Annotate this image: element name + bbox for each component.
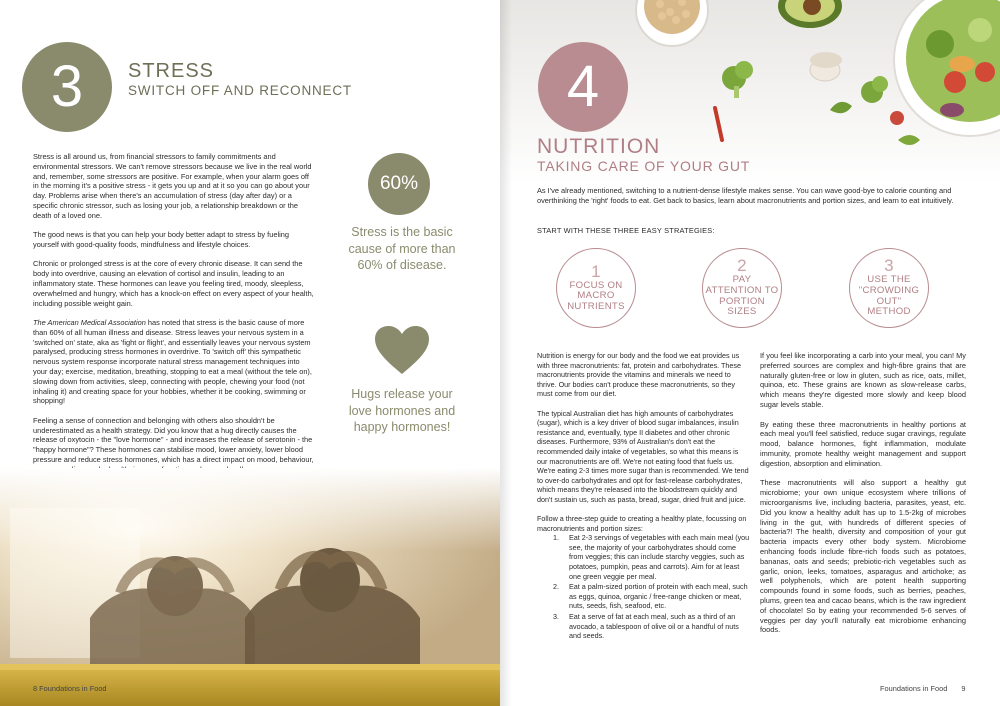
paragraph: Chronic or prolonged stress is at the core of every chronic disease. It can send the body into overdrive, causing an elevation of cortisol and insulin, leading to an inflammatory state. These hormones can leave you feeling tired, moody, sleepless, overwhelmed and hungry, which has a knock-on effect on every aspect of your health, including possible weight gain.	[33, 259, 314, 308]
paragraph: These macronutrients will also support a healthy gut microbiome; your own unique ecosystem where trillions of microorganisms live, including bacteria, parasites, yeast, etc. Did you know a healthy adult has up to 1.5-2kg of microbes living in the gut, with hundreds of different species of bacteria?! The health, diversity and composition of your gut bacteria impacts every other body system. Microbiome enhancing foods include fibre-rich foods such as potatoes, bananas, oats and seeds; prebiotic-rich vegetables such as garlic, onion, leeks, tomatoes, asparagus and artichoke; as well polyphenols, which are potent health supporting compounds found in some foods, such as berries, peaches, plums, green tea and cacao beans, which is the raw ingredient of chocolate! So by eating your recommended 5-6 serves of veggies per day you'll naturally eat microbiome enhancing foods.	[760, 478, 966, 635]
strategy-label: MACRO	[577, 290, 615, 302]
strategy-label: NUTRIENTS	[567, 300, 625, 312]
strategy-label: FOCUS ON	[569, 279, 623, 291]
strategy-label: "CROWDING	[858, 284, 920, 296]
paragraph: Nutrition is energy for our body and the food we eat provides us with three macronutrients: fat, protein and carbohydrates. These macronutrients provide the vitamins and minerals we need to thrive. Our bodies can't produce these macronutrients, so they must come from our diet.	[537, 351, 742, 399]
strategy-number: 3	[884, 256, 894, 276]
paragraph: The good news is that you can help your body better adapt to stress by fueling yourself with good-quality foods, mindfulness and lifestyle choices.	[33, 230, 289, 249]
list-text: Eat a serve of fat at each meal, such as a third of an avocado, a tablespoon of olive oil or a handful of nuts and seeds.	[569, 612, 739, 641]
paragraph: By eating these three macronutrients in healthy portions at each meal you'll feel satisfied, reduce sugar cravings, regulate mood, balance hormones, fight inflammation, modulate immunity, promote healthy weight management and support digestion, absorption and elimination.	[760, 419, 966, 468]
heart-icon	[375, 326, 429, 376]
body-column-left	[537, 351, 750, 642]
right-page	[500, 0, 1000, 706]
strategy-label: USE THE	[867, 274, 911, 286]
strategies-heading: START WITH THESE THREE EASY STRATEGIES:	[537, 226, 715, 235]
paragraph: Feeling a sense of connection and belonging with others also shouldn't be underestimated as a health strategy. Did you know that a hug directly causes the release of oxytocin - the "love hormone" - and increases the release of serotonin - the "happy hormone"? These hormones can stabilise mood, lower anxiety, lower blood pressure and reduce stress hormones, which has a direct impact on mood, behaviour,	[33, 415, 314, 464]
left-body-text	[33, 152, 316, 484]
paragraph: If you feel like incorporating a carb into your meal, you can! My preferred sources are complex and high-fibre grains that are naturally gluten-free or low in gluten, such as rice, oats, millet, quinoa, etc. These grains are known as slow-release carbs, which means they're digested more slowly and keep blood sugar levels stable.	[760, 351, 966, 409]
page-gutter-shadow	[500, 0, 512, 706]
strategy-label: PAY	[732, 274, 752, 286]
page-folio-right	[880, 684, 966, 693]
folio-page-number: 9	[961, 684, 966, 693]
strategy-number: 2	[737, 256, 747, 276]
paragraph	[33, 318, 316, 406]
intro-paragraph: As I've already mentioned, switching to a nutrient-dense lifestyle makes sense. You can wave good-bye to calorie counting and overthinking the 'right' foods to eat. Get back to basics, learn about macronutrients and portion sizes, and learn to eat intuitively.	[537, 186, 954, 205]
strategy-circle-macronutrients	[556, 248, 636, 328]
folio-title: Foundations in Food	[880, 684, 948, 693]
stat-badge: 60%	[368, 153, 430, 215]
section-subtitle: TAKING CARE OF YOUR GUT	[537, 158, 751, 174]
list-number: 2.	[553, 582, 559, 592]
strategy-label: PORTION	[719, 295, 765, 307]
strategy-circle-crowding-out	[849, 248, 929, 328]
heart-caption: Hugs release your love hormones and happy hormones!	[348, 387, 456, 434]
strategy-circle-portion-sizes	[702, 248, 782, 328]
strategy-label: OUT"	[876, 295, 902, 307]
section-number-badge: 4	[538, 42, 628, 132]
page-folio-left: 8 Foundations in Food	[33, 684, 107, 693]
list-item	[553, 612, 750, 641]
paragraph: Follow a three-step guide to creating a healthy plate, focussing on macronutrients and portion sizes:	[537, 514, 747, 533]
section-subtitle: SWITCH OFF AND RECONNECT	[128, 83, 352, 98]
relaxing-couple-photo	[0, 468, 500, 706]
ama-italic: The American Medical Association	[33, 317, 146, 327]
paragraph: Stress is all around us, from financial stressors to family commitments and environmental stressors. We can't remove stressors because we live in the real world and, remember, some stressors are positive. For example, when your alarm goes off in the morning it's a positive stress - it gets you up and at it so you can go about your day. Problems arise when there's an accumulation of stress (day after day) or a specific chronic stressor, such as losing your job, a relationship breakdown or the death of a loved one.	[33, 152, 312, 220]
section-title: STRESS	[128, 60, 215, 82]
list-item	[553, 533, 750, 581]
ama-text: has noted that stress is the basic cause of more than 60% of all human illness and disease. Stress leaves your nervous system in a 'switched on' state, aka as 'fight or flight', and essentially leaves your nervous system paralysed, producing stress hormones in overdrive. To 'switch off' this sympathetic nervous system response incorporate natural stress management techniques into your day; exercise, meditation, breathing, stopping to eat a meal (without the tele on), slowing down from activities, sleep, connecting with people, chewing your food (not inhaling it) and creating space for your hobbies, whether it be cooking, swimming or shopping!	[33, 317, 312, 406]
list-item	[553, 582, 750, 611]
stat-caption: Stress is the basic cause of more than 60% of disease.	[348, 225, 456, 272]
body-column-right	[760, 351, 966, 645]
section-title: NUTRITION	[537, 135, 661, 158]
section-number-badge: 3	[22, 42, 112, 132]
plate-steps-list	[553, 533, 750, 641]
strategy-number: 1	[591, 261, 601, 281]
strategy-label: ATTENTION TO	[705, 284, 779, 296]
strategy-label: METHOD	[867, 306, 911, 318]
list-text: Eat a palm-sized portion of protein with each meal, such as eggs, quinoa, organic / free-range chicken or meat, nuts, seeds, fish, seafood, etc.	[569, 582, 748, 611]
list-number: 1.	[553, 533, 559, 543]
strategy-label: SIZES	[727, 306, 757, 318]
list-number: 3.	[553, 612, 559, 622]
paragraph: The typical Australian diet has high amounts of carbohydrates (sugar), which is a key driver of blood sugar imbalances, insulin resistance and, eventually, type II diabetes and other chronic diseases. Furthermore, 93% of Australian's don't eat the recommended daily intake of vegetables, so what this means is our macronutrients are off. We're not eating food that fuels us. We're eating 2-3 times more sugar than is recommended. We tend to over-do carbohydrates and opt for fast-release carbohydrates, which means they're released into the bloodstream quickly and don't sustain us, such as pasta, bread, sugar, dried fruit and juice.	[537, 408, 749, 504]
list-text: Eat 2-3 servings of vegetables with each main meal (you see, the majority of your carbohydrates should come from veggies; this can include starchy veggies, such as potatoes, pumpkin, peas and carrots). Aim for at least one green veggie per meal.	[569, 533, 750, 581]
